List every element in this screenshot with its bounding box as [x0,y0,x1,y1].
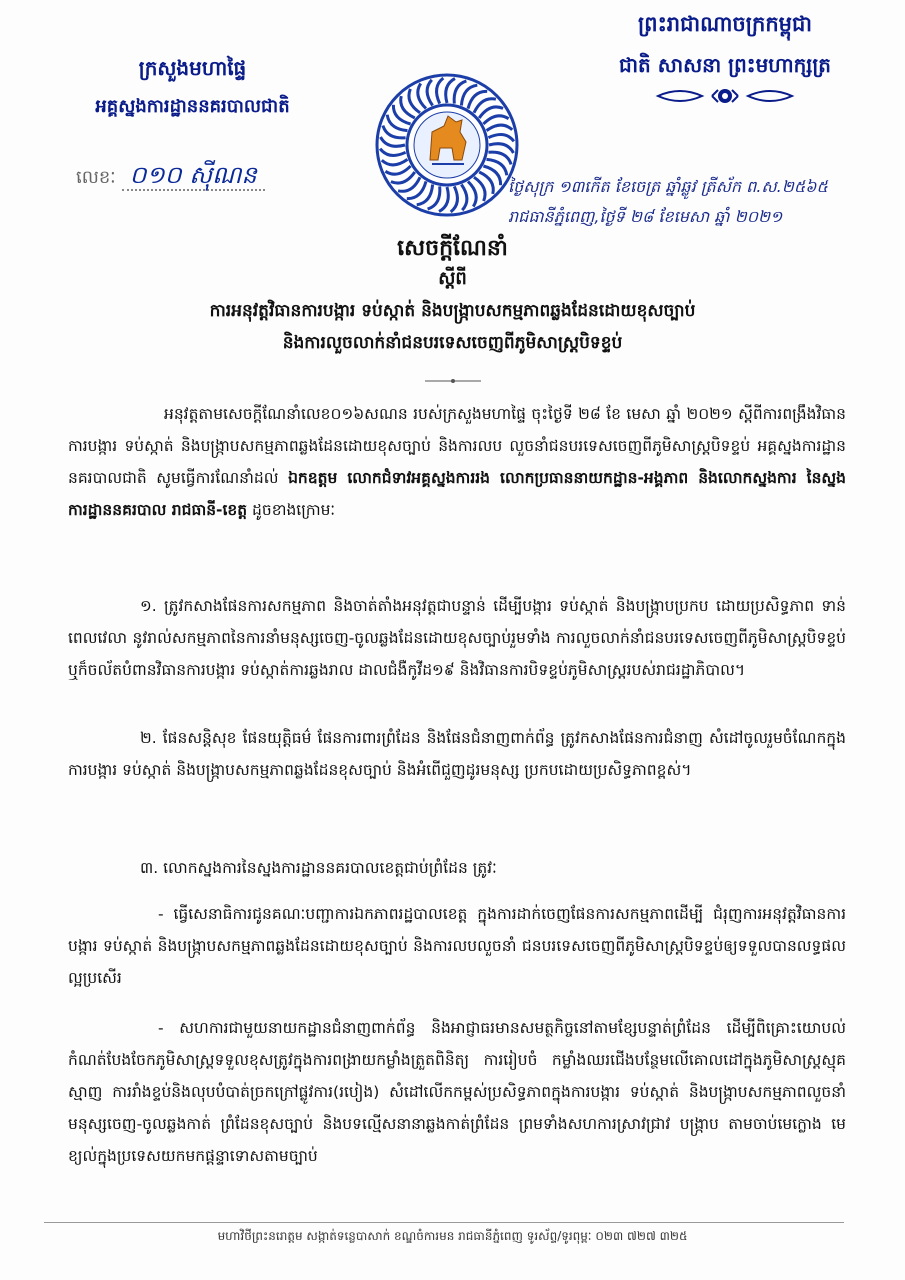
reference-label: លេខៈ [76,167,116,188]
kingdom-header [565,6,885,108]
subject-line-1: ការអនុវត្តវិធានការបង្ការ ទប់ស្កាត់ និងបង្ក្រាបសកម្មភាពឆ្លងដែនដោយខុសច្បាប់ [209,301,696,321]
ministry-name: ក្រសួងមហាផ្ទៃ [138,56,247,80]
intro-recipients: ឯកឧត្តម លោកជំទាវអគ្គស្នងការរង លោកប្រធាននាយកដ្ឋាន-អង្គភាព និងលោកស្នងការ នៃស្នងការដ្ឋាននគរបាល រាជធានី-ខេត្ត [68,469,847,519]
kingdom-name: ព្រះរាជាណាចក្រកម្ពុជា [637,12,812,36]
date-block [508,172,888,232]
solar-date: រាជធានីភ្នំពេញ,ថ្ងៃទី ២៨ ខែមេសា ឆ្នាំ ២០២១ [508,207,783,226]
department-name: អគ្គស្នងការដ្ឋាននគរបាលជាតិ [95,96,290,117]
issuer-header [60,52,325,122]
reference-value: ០១០ ស៊ីណន [122,161,265,191]
item-1: ១. ត្រូវកសាងផែនការសកម្មភាព និងចាត់តាំងអនុវត្តជាបន្ទាន់ ដើម្បីបង្ការ ទប់ស្កាត់ និងបង្ក្រាបប្រកប ដោយប្រសិទ្ធភាព ទាន់ពេលវេលា នូវរាល់សកម្មភាពនៃការនាំមនុស្សចេញ-ចូលឆ្លងដែនដោយខុសច្បាប់រួមទាំង ការលួចលាក់នាំជនបរទេសចេញពីភូមិសាស្ត្របិទខ្ទប់ ឬក៏ចល័តបំពានវិធានការបង្ការ ទប់ស្កាត់ការឆ្លងរាល ដាលជំងឺកូវីដ១៩ និងវិធានការបិទខ្ទប់ភូមិសាស្ត្ររបស់រាជរដ្ឋាភិបាល។ [68,597,846,679]
national-motto: ជាតិ សាសនា ព្រះមហាក្សត្រ [619,53,831,77]
footer-divider [44,1222,844,1223]
intro-text: អនុវត្តតាមសេចក្តីណែនាំលេខ០១៦សណន របស់ក្រសួងមហាផ្ទៃ ចុះថ្ងៃទី ២៨ ខែ មេសា ឆ្នាំ ២០២១ ស្តីពីការពង្រឹងវិធានការបង្ការ ទប់ស្កាត់ និងបង្ក្រាបសកម្មភាពឆ្លងដែនដោយខុសច្បាប់ និងការលប លួចនាំជនបរទេសចេញពីភូមិសាស្ត្របិទខ្ទប់ អគ្គស្នងការដ្ឋាននគរបាលជាតិ សូមធ្វើការណែនាំដល់ [68,405,846,487]
document-about: ស្តីពី [438,268,467,289]
intro-paragraph [68,398,846,526]
police-seal-logo [374,72,520,218]
reference-number [76,160,265,195]
ornament-icon [650,84,800,108]
document-type: សេចក្តីណែនាំ [397,236,508,261]
subject-line-2: និងការលួចលាក់នាំជនបរទេសចេញពីភូមិសាស្ត្របិទខ្ទប់ [282,333,623,353]
item-3: ៣. លោកស្នងការនៃស្នងការដ្ឋាននគរបាលខេត្តជាប់ព្រំដែន ត្រូវៈ [140,859,497,877]
intro-ending: ដូចខាងក្រោមៈ [247,501,336,519]
bullet-2: - សហការជាមួយនាយកដ្ឋានជំនាញពាក់ព័ន្ធ និងអាជ្ញាធរមានសមត្ថកិច្ចនៅតាមខ្សែបន្ទាត់ព្រំដែន ដើម្បីពិគ្រោះយោបល់ កំណត់បែងចែកភូមិសាស្ត្រទទួលខុសត្រូវក្នុងការពង្រាយកម្លាំងត្រួតពិនិត្យ ការរៀបចំ កម្លាំងឈរជើងបន្ថែមលើគោលដៅក្នុងភូមិសាស្ត្រស្មុគស្មាញ ការរាំងខ្ទប់និងលុបបំបាត់ច្រកក្រៅផ្លូវការ(របៀង) សំដៅលើកកម្ពស់ប្រសិទ្ធភាពក្នុងការបង្ការ ទប់ស្កាត់ និងបង្ក្រាបសកម្មភាពលួចនាំមនុស្សចេញ-ចូលឆ្លងកាត់ ព្រំដែនខុសច្បាប់ និងបទល្មើសនានាឆ្លងកាត់ព្រំដែន ព្រមទាំងសហការស្រាវជ្រាវ បង្ក្រាប តាមចាប់មេក្លោង មេខ្យល់ក្នុងប្រទេសយកមកផ្តន្ទាទោសតាមច្បាប់ [68,1019,846,1165]
bullet-1: - ធ្វើសេនាធិការជូនគណៈបញ្ជាការឯកភាពរដ្ឋបាលខេត្ត ក្នុងការដាក់ចេញផែនការសកម្មភាពដើម្បី ជំរុញការអនុវត្តវិធានការបង្ការ ទប់ស្កាត់ និងបង្ក្រាបសកម្មភាពឆ្លងដែនដោយខុសច្បាប់ និងការលបលួចនាំ ជនបរទេសចេញពីភូមិសាស្ត្របិទខ្ទប់ឲ្យទទួលបានលទ្ធផលល្អប្រសើរ [68,905,846,987]
footer-address: មហាវិថីព្រះនរោត្តម សង្កាត់ទន្លេបាសាក់ ខណ្ឌចំការមន រាជធានីភ្នំពេញ ទូរស័ព្ទ/ទូរពុម្ពៈ ០២៣ ៧២៧ ៣២៥ [217,1229,688,1243]
divider-ornament [425,378,481,384]
lunar-date: ថ្ងៃសុក្រ ១៣កើត ខែចេត្រ ឆ្នាំឆ្លូវ ត្រីស័ក ព.ស.២៥៦៥ [508,177,828,196]
item-2: ២. ផែនសន្តិសុខ ផែនយុត្តិធម៌ ផែនការពារព្រំដែន និងផែនជំនាញពាក់ព័ន្ធ ត្រូវកសាងផែនការជំនាញ សំដៅចូលរួមចំណែកក្នុងការបង្ការ ទប់ស្កាត់ និងបង្ក្រាបសកម្មភាពឆ្លងដែនខុសច្បាប់ និងអំពើជួញដូរមនុស្ស ប្រកបដោយប្រសិទ្ធភាពខ្ពស់។ [68,729,846,779]
